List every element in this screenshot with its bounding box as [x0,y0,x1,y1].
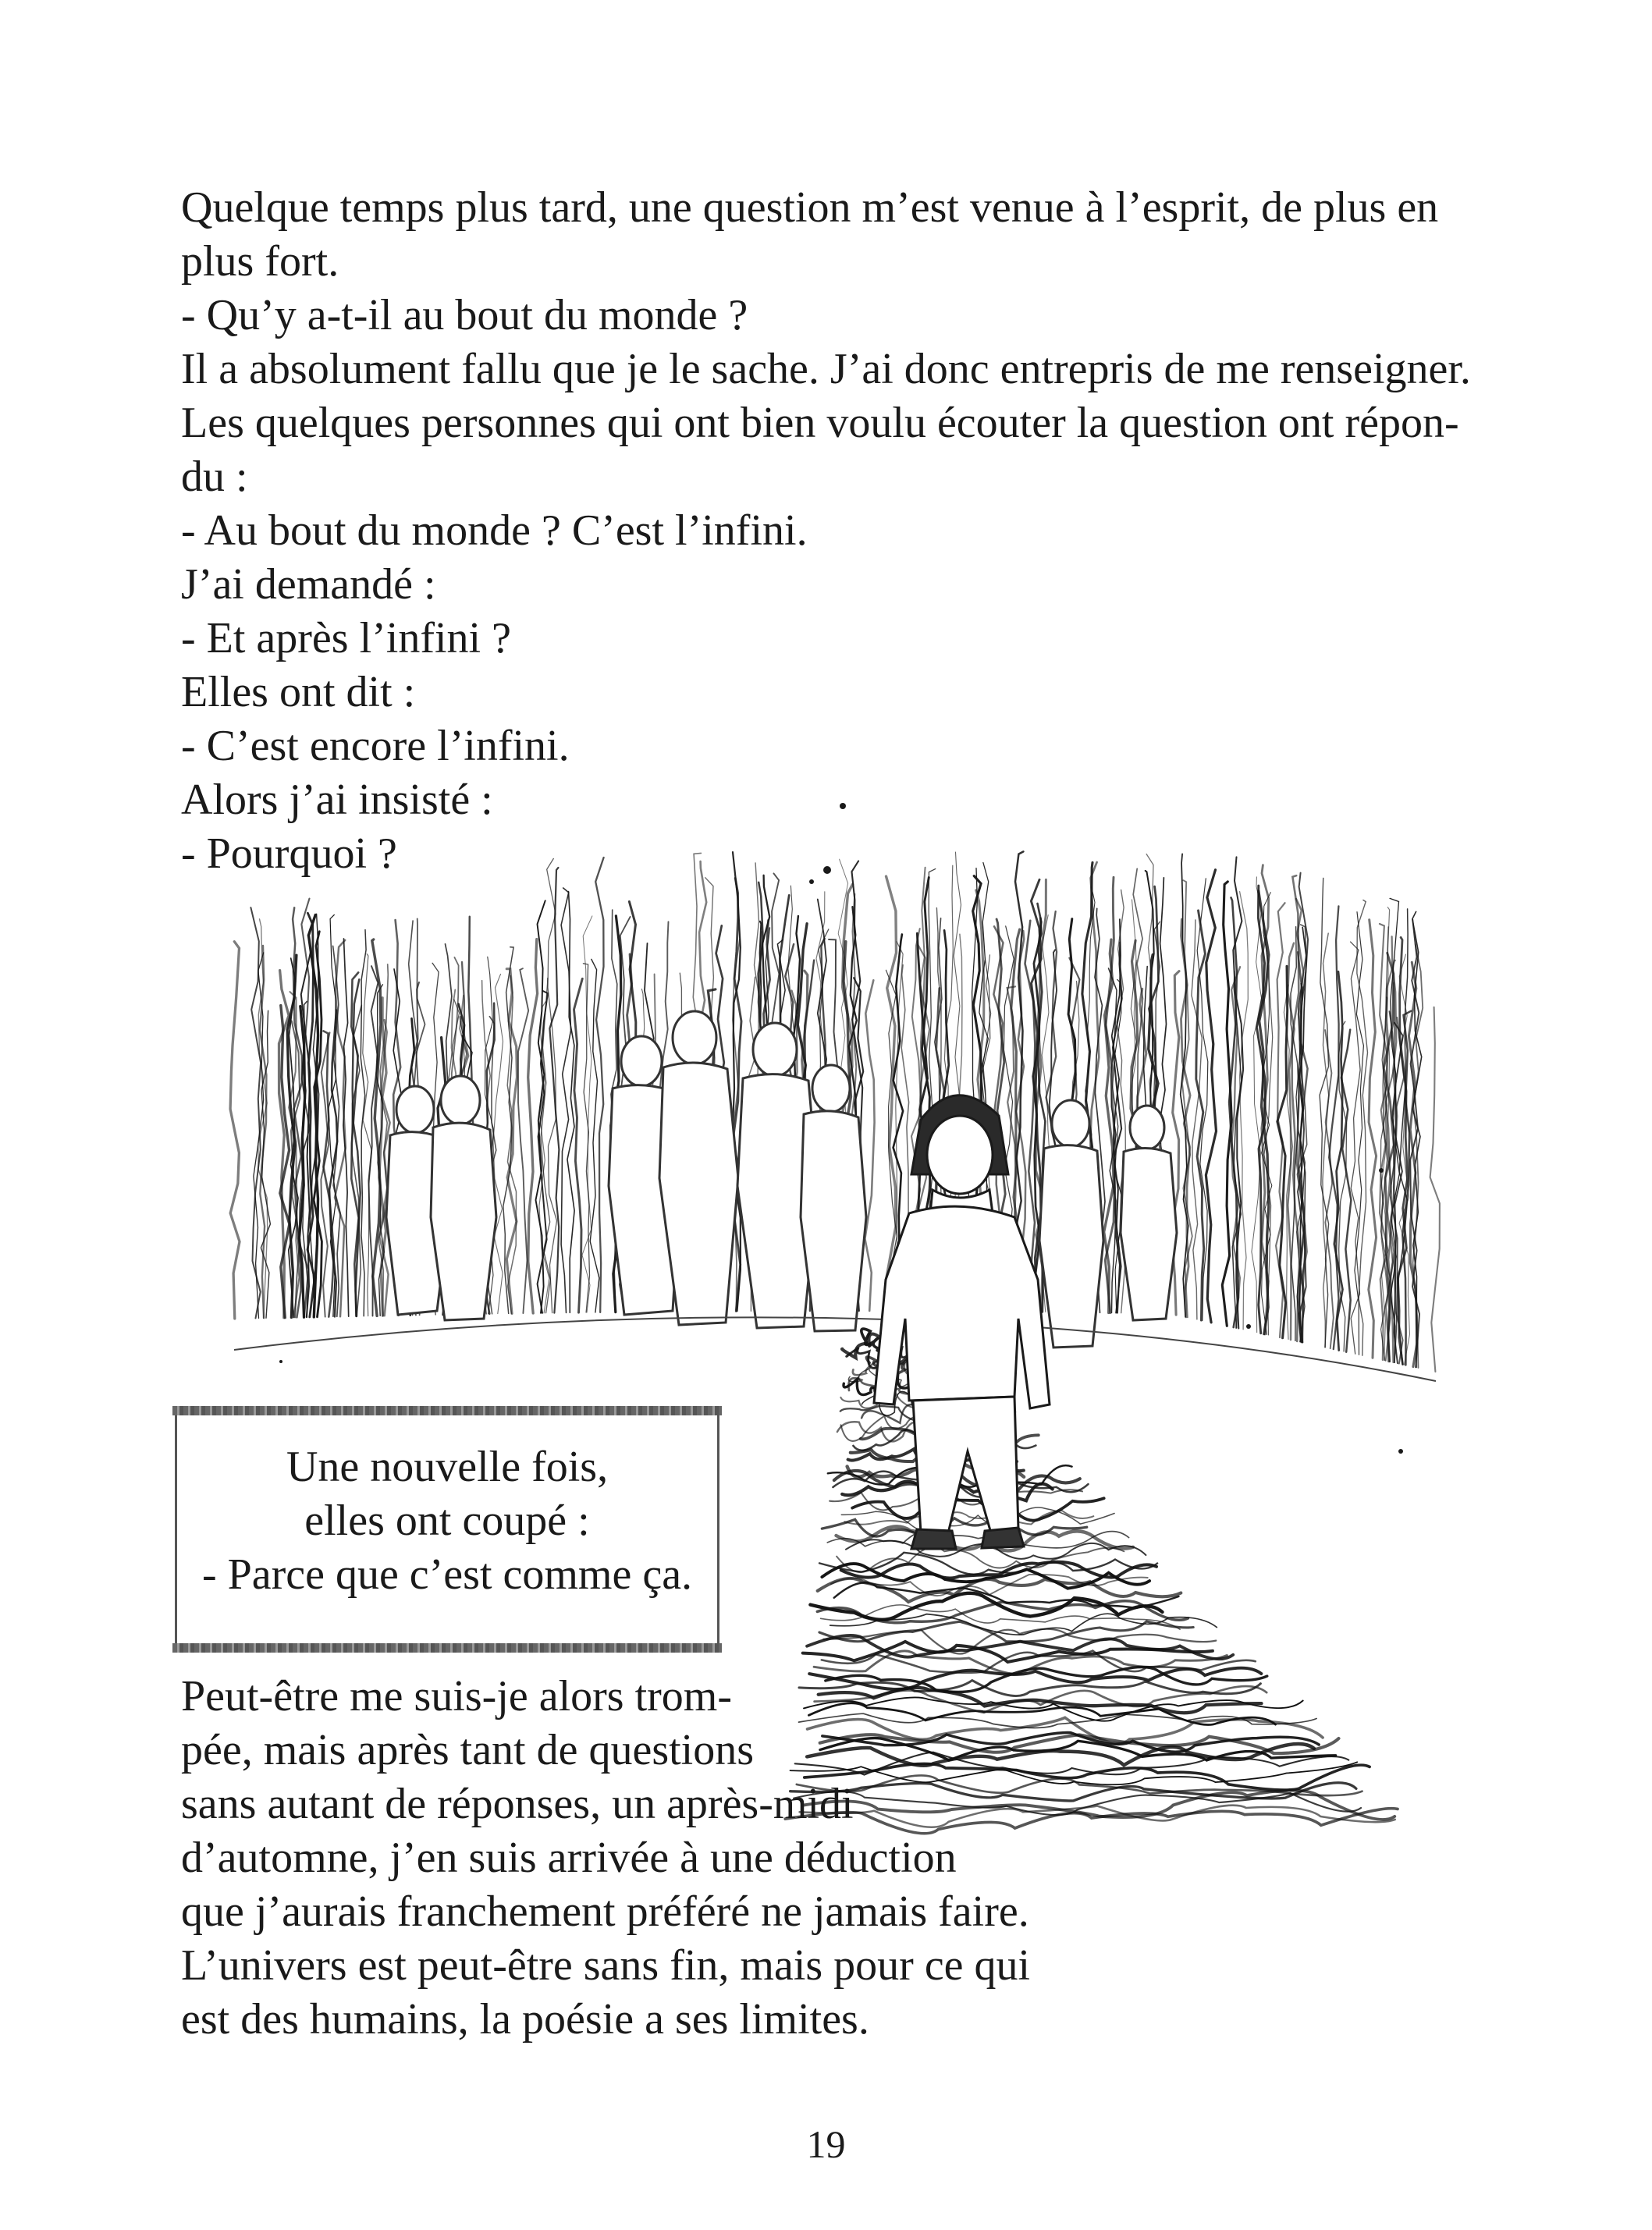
closing-text-line: est des humains, la poésie a ses limites. [181,1995,869,2044]
figure-7 [1039,1100,1103,1348]
forest-stroke [363,954,372,1316]
child-shoes [911,1528,1024,1549]
body-text-line: - Qu’y a-t-il au bout du monde ? [181,291,748,339]
closing-text-line: sans autant de réponses, un après-midi [181,1780,854,1828]
forest-stroke [549,868,559,1313]
child-face [927,1116,993,1194]
forest-stroke [583,964,589,1312]
page-number: 19 [806,2122,846,2166]
forest-stroke [528,939,538,1313]
body-text-line: plus fort. [181,237,339,286]
caption-line: elles ont coupé : [304,1497,590,1545]
closing-text [181,1670,1030,2047]
forest-stroke [343,939,349,1316]
path-stroke [819,1621,1193,1642]
body-text-line: Il a absolument fallu que je le sache. J’ai donc entrepris de me renseigner. [181,345,1471,393]
closing-text-line: pée, mais après tant de questions [181,1726,755,1774]
forest-stroke [1196,911,1206,1320]
body-text-line: J’ai demandé : [181,560,436,609]
body-text [181,181,1492,881]
forest-stroke [1430,1007,1440,1372]
caption-line: - Parce que c’est comme ça. [201,1550,693,1599]
background-figures [386,1011,1177,1348]
forest-stroke [1240,892,1249,1330]
caption-box [175,1412,719,1646]
path-stroke [821,1605,1181,1629]
body-text-line: Elles ont dit : [181,668,416,716]
forest-stroke [230,942,240,1319]
closing-text-line: d’automne, j’en suis arrivée à une déduction [181,1834,957,1882]
forest-stroke [574,978,583,1312]
forest-stroke [372,939,381,1316]
forest-stroke [1222,882,1231,1326]
body-text-line: Les quelques personnes qui ont bien voulu écouter la question ont répon- [181,399,1459,447]
figure-8 [1121,1106,1177,1320]
path-stroke [852,1498,1104,1520]
body-text-line: - Pourquoi ? [181,829,397,878]
forest-stroke [567,892,574,1313]
child-figure [874,1095,1050,1549]
body-text-line: du : [181,453,248,501]
caption-line: Une nouvelle fois, [286,1443,609,1491]
forest-stroke [865,980,874,1311]
closing-text-line: que j’aurais franchement préféré ne jamais faire. [181,1887,1029,1936]
closing-text-line: Peut-être me suis-je alors trom- [181,1672,733,1720]
body-text-line: - Au bout du monde ? C’est l’infini. [181,506,808,555]
forest-stroke [1276,903,1285,1337]
body-text-line: - Et après l’infini ? [181,614,511,662]
body-text-line: Quelque temps plus tard, une question m’est venue à l’esprit, de plus en [181,183,1439,232]
body-text-line: Alors j’ai insisté : [181,776,493,824]
body-text-line: - C’est encore l’infini. [181,722,570,770]
forest-stroke [1369,920,1377,1358]
closing-text-line: L’univers est peut-être sans fin, mais pour ce qui [181,1941,1031,1990]
forest-stroke [582,916,592,1312]
